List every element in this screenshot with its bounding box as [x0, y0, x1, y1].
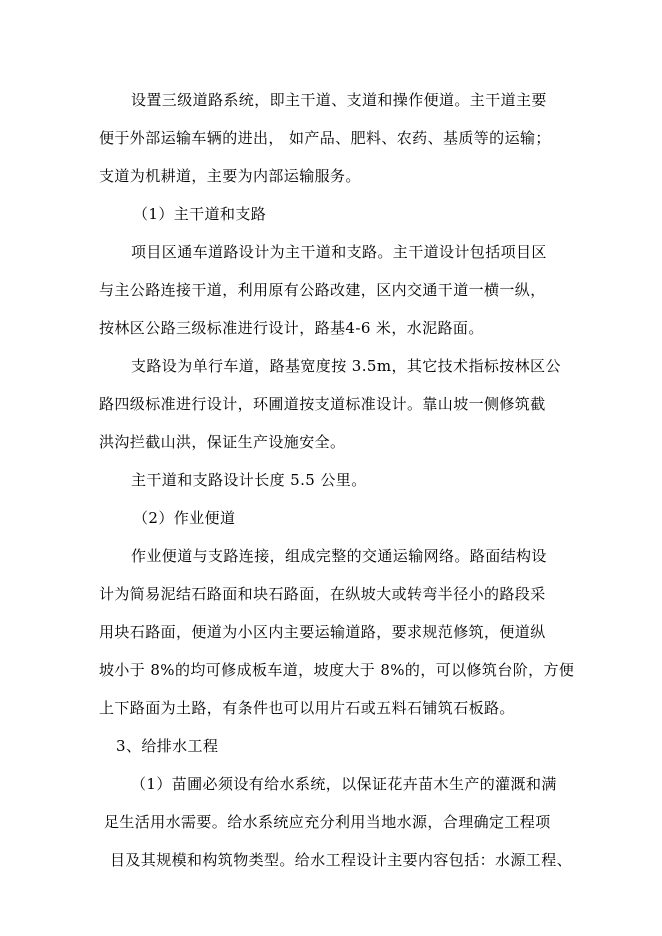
text-line-7: 按林区公路三级标准进行设计，路基4-6 米，水泥路面。 — [99, 319, 484, 337]
text-line-6: 与主公路连接干道，利用原有公路改建，区内交通干道一横一纵， — [99, 281, 546, 299]
section-heading-work-road: （2）作业便道 — [133, 509, 236, 527]
text-line-8: 支路设为单行车道，路基宽度按 3.5m，其它技术指标按林区公 — [131, 357, 561, 375]
text-line-1: 设置三级道路系统，即主干道、支道和操作便道。主干道主要 — [131, 91, 547, 109]
section-heading-water: 3、给排水工程 — [116, 737, 219, 755]
section-heading-main-road: （1）主干道和支路 — [133, 205, 267, 223]
text-line-15: 用块石路面，便道为小区内主要运输道路，要求规范修筑，便道纵 — [99, 623, 546, 641]
text-line-13: 作业便道与支路连接，组成完整的交通运输网络。路面结构设 — [131, 547, 547, 565]
text-line-10: 洪沟拦截山洪，保证生产设施安全。 — [99, 433, 346, 451]
text-line-20: 足生活用水需要。给水系统应充分利用当地水源，合理确定工程项 — [104, 813, 551, 831]
text-line-19: （1）苗圃必须设有给水系统，以保证花卉苗木生产的灌溉和满 — [131, 775, 557, 793]
text-line-9: 路四级标准进行设计，环圃道按支道标准设计。靠山坡一侧修筑截 — [99, 395, 546, 413]
text-line-21: 目及其规模和构筑物类型。给水工程设计主要内容包括：水源工程、 — [110, 851, 573, 869]
text-line-5: 项目区通车道路设计为主干道和支路。主干道设计包括项目区 — [131, 243, 547, 261]
text-line-14: 计为简易泥结石路面和块石路面，在纵坡大或转弯半径小的路段采 — [99, 585, 546, 603]
text-line-2: 便于外部运输车辆的进出， 如产品、肥料、农药、基质等的运输； — [99, 129, 551, 147]
text-line-3: 支道为机耕道，主要为内部运输服务。 — [99, 167, 361, 185]
text-line-17: 上下路面为土路，有条件也可以用片石或五料石铺筑石板路。 — [99, 699, 515, 717]
text-line-11: 主干道和支路设计长度 5.5 公里。 — [131, 471, 367, 489]
text-line-16: 坡小于 8%的均可修成板车道，坡度大于 8%的，可以修筑台阶，方便 — [99, 661, 575, 679]
